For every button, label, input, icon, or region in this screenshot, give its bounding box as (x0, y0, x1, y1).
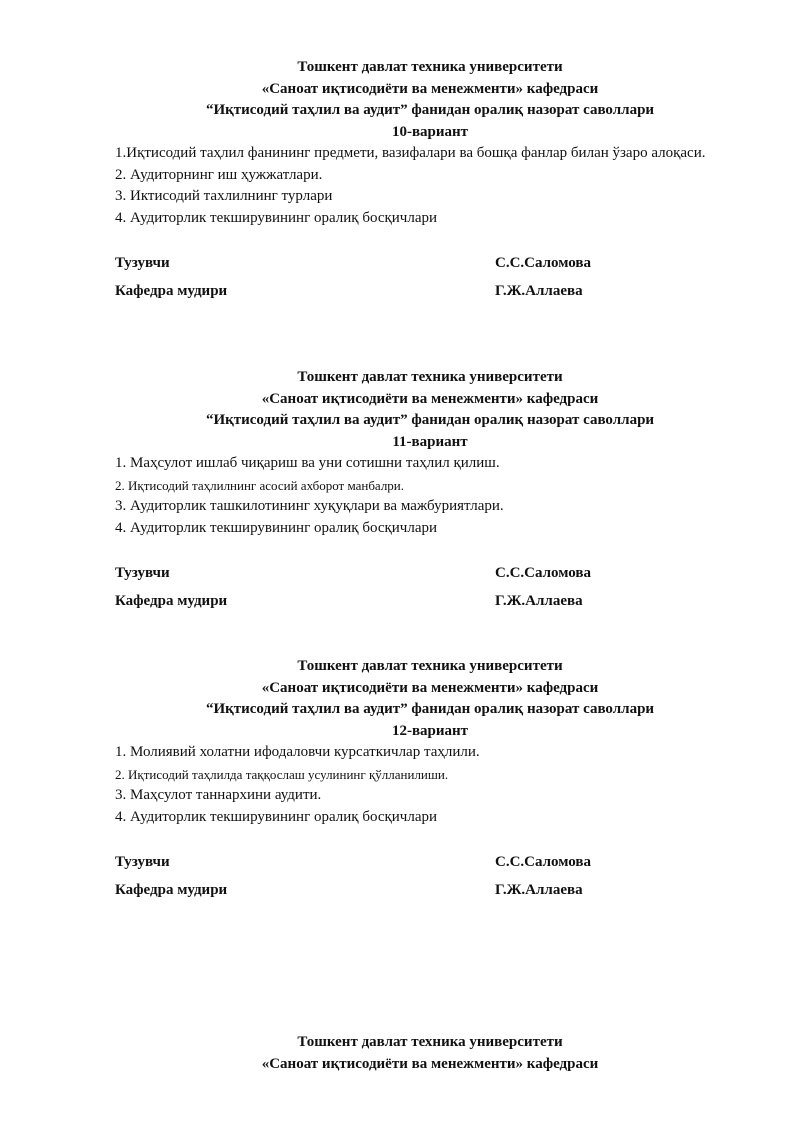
signature-section (115, 249, 745, 305)
head-signature-row (115, 277, 745, 305)
variant-number: 11-вариант (392, 433, 468, 450)
department-title: «Саноат иқтисодиёти ва менежменти» кафедраси (261, 390, 599, 407)
author-signature-row (115, 559, 745, 587)
question-item: 2. Иқтисодий таҳлилда таққослаш усулининг қўлланилиши. (115, 766, 449, 782)
variant-block-12 (115, 656, 745, 904)
head-label: Кафедра мудири (115, 283, 228, 299)
question-item: 4. Аудиторлик текширувининг оралиқ босқичлари (115, 519, 438, 536)
department-title: «Саноат иқтисодиёти ва менежменти» кафедраси (261, 679, 599, 696)
signature-section (115, 848, 745, 904)
question-list (115, 742, 745, 828)
author-label: Тузувчи (115, 255, 170, 271)
question-item: 4. Аудиторлик текширувининг оралиқ босқичлари (115, 808, 438, 825)
head-name: Г.Ж.Аллаева (495, 593, 583, 609)
variant-number: 10-вариант (391, 123, 469, 140)
variant-block-13 (115, 1032, 745, 1075)
author-name: С.С.Саломова (495, 854, 592, 870)
author-signature-row (115, 249, 745, 277)
variant-block-11 (115, 367, 745, 615)
question-item: 1. Маҳсулот ишлаб чиқариш ва уни сотишни таҳлил қилиш. (115, 455, 500, 471)
head-name: Г.Ж.Аллаева (495, 882, 583, 898)
head-name: Г.Ж.Аллаева (495, 283, 583, 299)
university-title: Тошкент давлат техника университети (297, 59, 563, 75)
university-title: Тошкент давлат техника университети (297, 369, 563, 385)
variant-number: 12-вариант (391, 722, 469, 739)
author-name: С.С.Саломова (495, 565, 592, 581)
question-list (115, 453, 745, 539)
author-name: С.С.Саломова (495, 255, 592, 271)
subject-title: “Иқтисодий таҳлил ва аудит” фанидан оралиқ назорат саволлари (205, 412, 655, 428)
university-title: Тошкент давлат техника университети (297, 658, 563, 674)
head-label: Кафедра мудири (115, 882, 228, 898)
head-label: Кафедра мудири (115, 593, 228, 609)
question-item: 2. Иқтисодий таҳлилнинг асосий ахборот манбалри. (115, 477, 405, 493)
signature-section (115, 559, 745, 615)
question-item: 3. Маҳсулот таннархини аудити. (115, 787, 322, 803)
variant-block-10 (115, 57, 745, 305)
department-title: «Саноат иқтисодиёти ва менежменти» кафедраси (261, 1055, 599, 1072)
subject-title: “Иқтисодий таҳлил ва аудит” фанидан оралиқ назорат саволлари (205, 701, 655, 717)
question-list (115, 143, 745, 229)
question-item: 3. Аудиторлик ташкилотининг хуқуқлари ва мажбуриятлари. (115, 498, 504, 514)
question-item: 1. Молиявий холатни ифодаловчи курсаткичлар таҳлили. (115, 744, 480, 760)
subject-title: “Иқтисодий таҳлил ва аудит” фанидан оралиқ назорат саволлари (205, 102, 655, 118)
university-title: Тошкент давлат техника университети (297, 1034, 563, 1050)
author-label: Тузувчи (115, 854, 170, 870)
question-item: 2. Аудиторнинг иш ҳужжатлари. (115, 166, 323, 183)
author-signature-row (115, 848, 745, 876)
head-signature-row (115, 876, 745, 904)
department-title: «Саноат иқтисодиёти ва менежменти» кафедраси (261, 80, 599, 97)
author-label: Тузувчи (115, 565, 170, 581)
head-signature-row (115, 587, 745, 615)
question-item: 4. Аудиторлик текширувининг оралиқ босқичлари (115, 209, 438, 226)
question-item: 1.Иқтисодий таҳлил фанининг предмети, вазифалари ва бошқа фанлар билан ўзаро алоқаси. (115, 145, 706, 161)
question-item: 3. Иктисодий тахлилнинг турлари (115, 188, 333, 204)
